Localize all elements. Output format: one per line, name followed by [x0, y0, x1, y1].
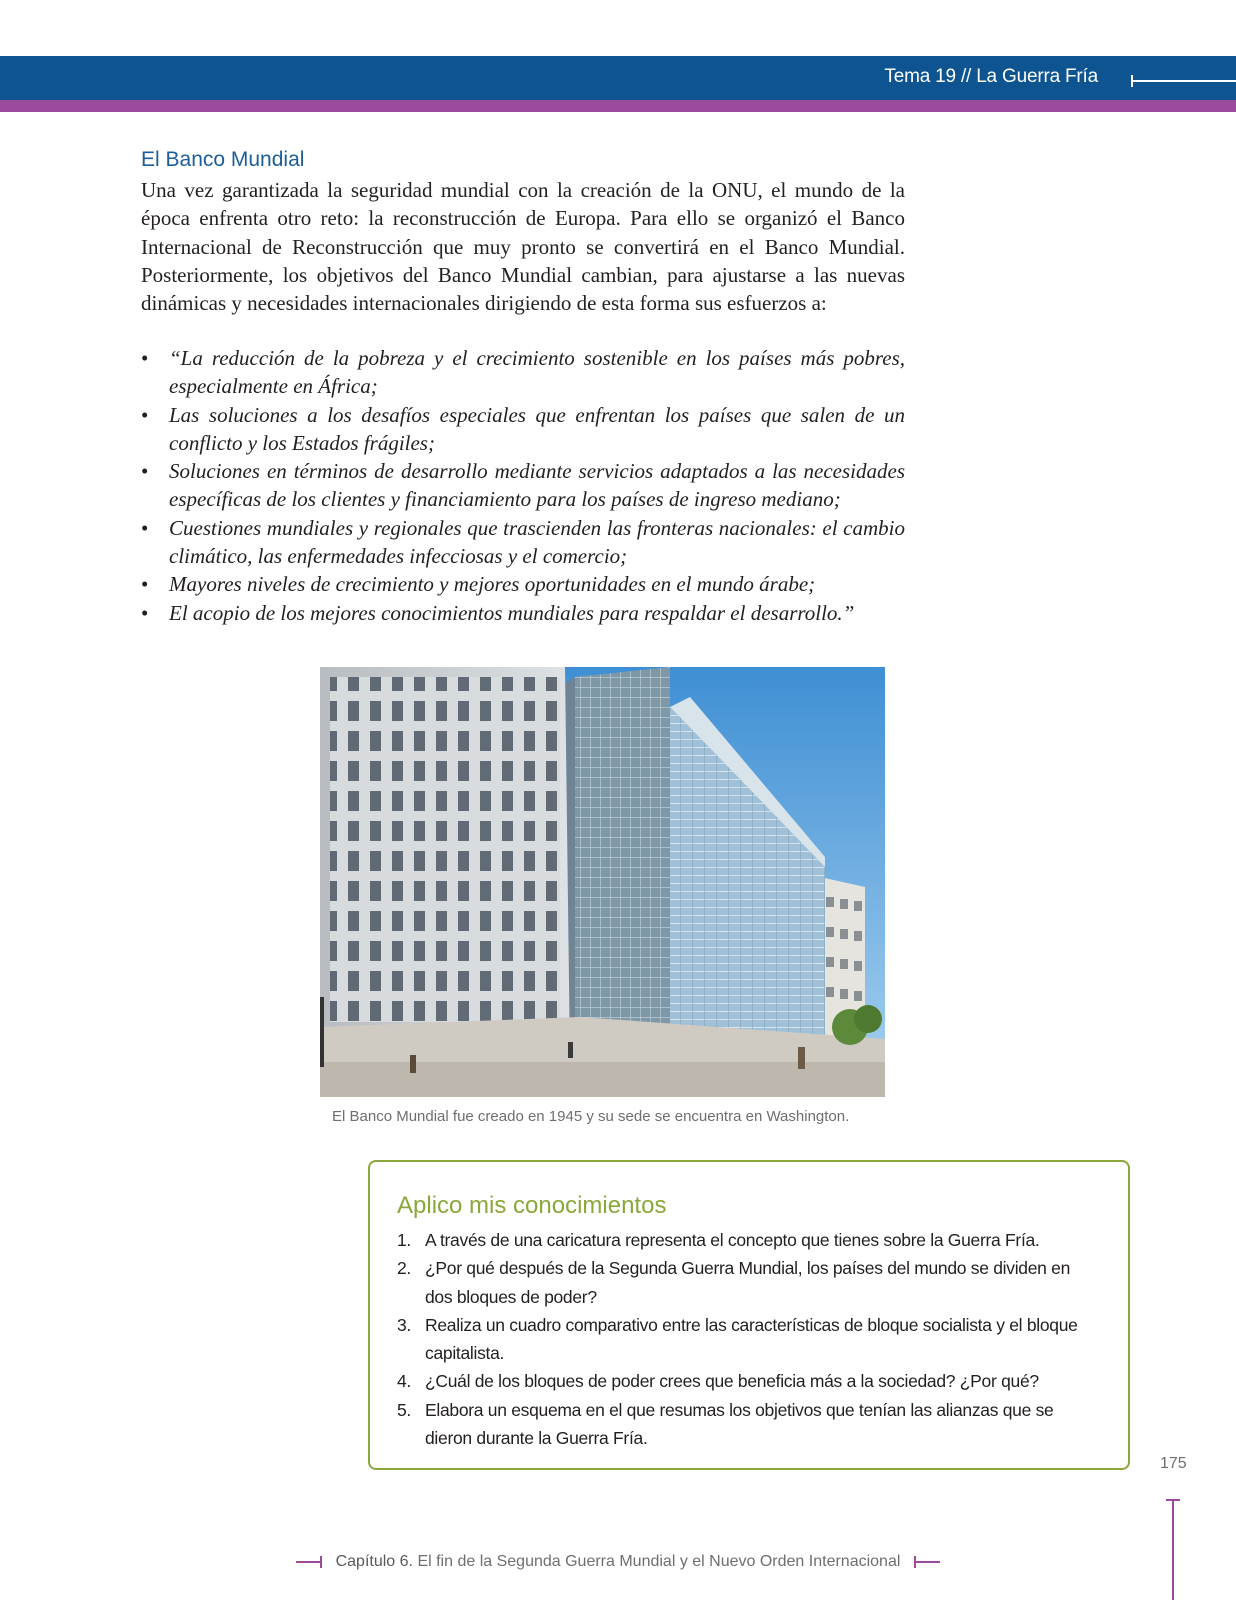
chapter-title: El fin de la Segunda Guerra Mundial y el Nuevo Orden Internacional	[417, 1553, 901, 1570]
activity-box	[368, 1160, 1130, 1470]
item-number: 5.	[397, 1399, 411, 1420]
list-item	[397, 1311, 1097, 1368]
footer-left-mark	[296, 1561, 322, 1563]
list-item-text: Mayores niveles de crecimiento y mejores oportunidades en el mundo árabe;	[169, 572, 816, 597]
intro-paragraph: Una vez garantizada la seguridad mundial con la creación de la ONU, el mundo de la época enfrenta otro reto: la reconstrucción de Europa. Para ello se organizó el Banco Internacional de Reconstrucción que muy pronto se convertirá en el Banco Mundial. Posteriormente, los objetivos del Banco Mundial cambian, para ajustarse a las nuevas dinámicas y necesidades internacionales dirigiendo de esta forma sus esfuerzos a:	[141, 178, 905, 316]
item-number: 3.	[397, 1314, 411, 1335]
item-text: ¿Cuál de los bloques de poder crees que beneficia más a la sociedad? ¿Por qué?	[425, 1371, 1039, 1392]
list-item	[141, 514, 905, 571]
figure-caption: El Banco Mundial fue creado en 1945 y su sede se encuentra en Washington.	[332, 1108, 850, 1125]
list-item-text: Soluciones en términos de desarrollo mediante servicios adaptados a las necesidades específicas de los clientes y financiamiento para los países de ingreso mediano;	[169, 459, 905, 512]
activity-list	[397, 1226, 1097, 1452]
objectives-list	[141, 344, 905, 627]
list-item	[397, 1367, 1097, 1395]
header-stripe	[0, 100, 1236, 112]
item-number: 4.	[397, 1371, 411, 1392]
header-rule	[1132, 80, 1236, 82]
item-number: 1.	[397, 1230, 411, 1250]
list-item-text: Cuestiones mundiales y regionales que trascienden las fronteras nacionales: el cambio climático, las enfermedades infecciosas y el comercio;	[169, 515, 905, 569]
bullet-icon: •	[141, 572, 149, 597]
list-item	[141, 570, 905, 598]
footer-right-mark	[914, 1561, 940, 1563]
chapter-label: Capítulo 6.	[335, 1553, 413, 1570]
activity-title: Aplico mis conocimientos	[397, 1192, 667, 1219]
running-header-title: Tema 19 // La Guerra Fría	[884, 66, 1098, 87]
bullet-icon: •	[141, 402, 149, 427]
item-text: A través de una caricatura representa el concepto que tienes sobre la Guerra Fría.	[425, 1230, 1040, 1250]
section-title: El Banco Mundial	[141, 148, 305, 171]
list-item	[141, 599, 905, 627]
item-text: Elabora un esquema en el que resumas los objetivos que tenían las alianzas que se dieron durante la Guerra Fría.	[425, 1399, 1054, 1449]
bullet-icon: •	[141, 346, 149, 370]
item-text: Realiza un cuadro comparativo entre las características de bloque socialista y el bloque capitalista.	[425, 1314, 1078, 1364]
list-item	[397, 1226, 1097, 1254]
side-rule	[1172, 1500, 1174, 1600]
world-bank-building-photo	[320, 667, 885, 1097]
list-item	[397, 1396, 1097, 1453]
item-text: ¿Por qué después de la Segunda Guerra Mundial, los países del mundo se dividen en dos bloques de poder?	[425, 1258, 1071, 1307]
bullet-icon: •	[141, 600, 149, 625]
list-item-text: Las soluciones a los desafíos especiales que enfrentan los países que salen de un conflicto y los Estados frágiles;	[169, 402, 905, 455]
list-item	[141, 401, 905, 458]
bullet-icon: •	[141, 515, 149, 540]
page-number: 175	[1160, 1455, 1187, 1472]
list-item	[141, 344, 905, 401]
list-item-text: El acopio de los mejores conocimientos mundiales para respaldar el desarrollo.”	[169, 600, 855, 625]
chapter-footer	[0, 1553, 1236, 1571]
list-item	[397, 1254, 1097, 1311]
item-number: 2.	[397, 1258, 411, 1279]
bullet-icon: •	[141, 459, 149, 484]
list-item	[141, 457, 905, 514]
list-item-text: “La reducción de la pobreza y el crecimiento sostenible en los países más pobres, especialmente en África;	[169, 346, 905, 399]
